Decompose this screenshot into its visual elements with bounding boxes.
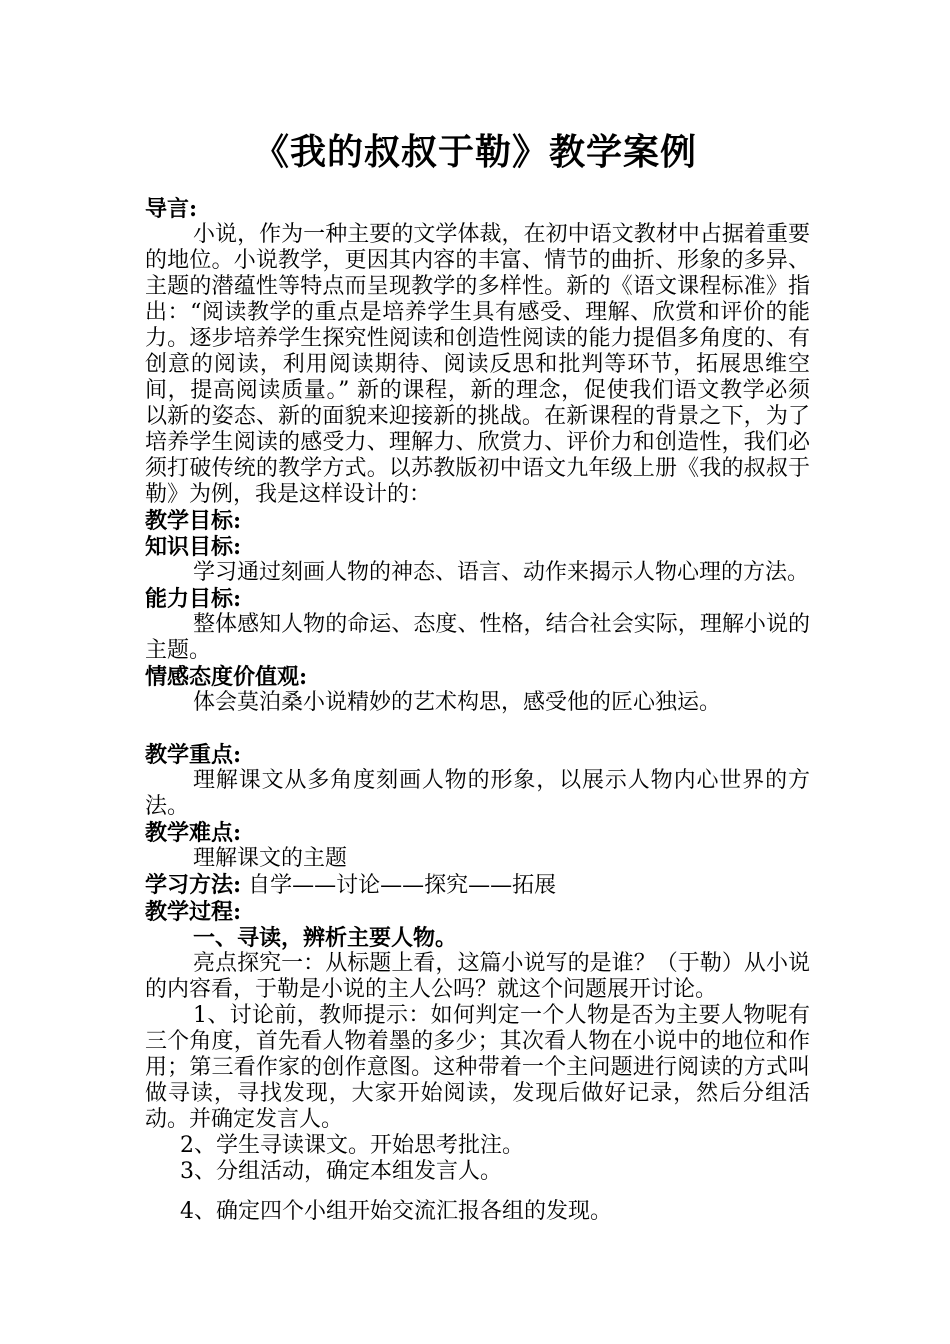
emotion-heading: 情感态度价值观: [145, 664, 308, 690]
process-heading: 教学过程: [145, 899, 242, 925]
process-item-3: 3、分组活动，确定本组发言人。 [180, 1159, 502, 1184]
method-text: 自学——讨论——探究——拓展 [248, 873, 557, 898]
highlight-text: 亮点探究一：从标题上看，这篇小说写的是谁？（于勒）从小说的内容看，于勒是小说的主人公吗？就这个问题展开讨论。 [145, 951, 810, 1002]
difficulty-heading: 教学难点: [145, 820, 242, 846]
process-item-2: 2、学生寻读课文。开始思考批注。 [180, 1133, 524, 1158]
ability-heading: 能力目标: [145, 586, 242, 612]
method-heading: 学习方法: [145, 872, 242, 898]
knowledge-text: 学习通过刻画人物的神态、语言、动作来揭示人物心理的方法。 [193, 560, 810, 585]
document-title: 《我的叔叔于勒》教学案例 [252, 131, 697, 173]
goals-heading: 教学目标: [145, 508, 242, 534]
ability-text: 整体感知人物的命运、态度、性格，结合社会实际，理解小说的主题。 [145, 612, 810, 663]
process-item-1: 1、讨论前，教师提示：如何判定一个人物是否为主要人物呢有三个角度，首先看人物着墨的多少；其次看人物在小说中的地位和作用；第三看作家的创作意图。这种带着一个主问题进行阅读的方式叫做寻读，寻找发现，大家开始阅读，发现后做好记录，然后分组活动。并确定发言人。 [145, 1003, 810, 1132]
key-point-text: 理解课文从多角度刻画人物的形象，以展示人物内心世界的方法。 [145, 768, 810, 819]
document-body [145, 196, 810, 1225]
process-item-4: 4、确定四个小组开始交流汇报各组的发现。 [180, 1199, 612, 1224]
intro-paragraph: 小说，作为一种主要的文学体裁，在初中语文教材中占据着重要的地位。小说教学，更因其内容的丰富、情节的曲折、形象的多异、主题的潜蕴性等特点而呈现教学的多样性。新的《语文课程标准》指出：“阅读教学的重点是培养学生具有感受、理解、欣赏和评价的能力。逐步培养学生探究性阅读和创造性阅读的能力提倡多角度的、有创意的阅读，利用阅读期待、阅读反思和批判等环节，拓展思维空间，提高阅读质量。” 新的课程，新的理念，促使我们语文教学必须以新的姿态、新的面貌来迎接新的挑战。在新课程的背景之下，为了培养学生阅读的感受力、理解力、欣赏力、评价力和创造性，我们必须打破传统的教学方式。以苏教版初中语文九年级上册《我的叔叔于勒》为例，我是这样设计的： [145, 222, 810, 507]
difficulty-text: 理解课文的主题 [193, 846, 348, 871]
method-line [145, 872, 810, 899]
knowledge-heading: 知识目标: [145, 534, 242, 560]
spacer [145, 716, 810, 742]
emotion-text: 体会莫泊桑小说精妙的艺术构思，感受他的匠心独运。 [193, 690, 722, 715]
intro-heading: 导言: [145, 196, 198, 222]
spacer [145, 1185, 810, 1199]
step1-heading: 一、寻读，辨析主要人物。 [193, 925, 458, 951]
key-point-heading: 教学重点: [145, 742, 242, 768]
